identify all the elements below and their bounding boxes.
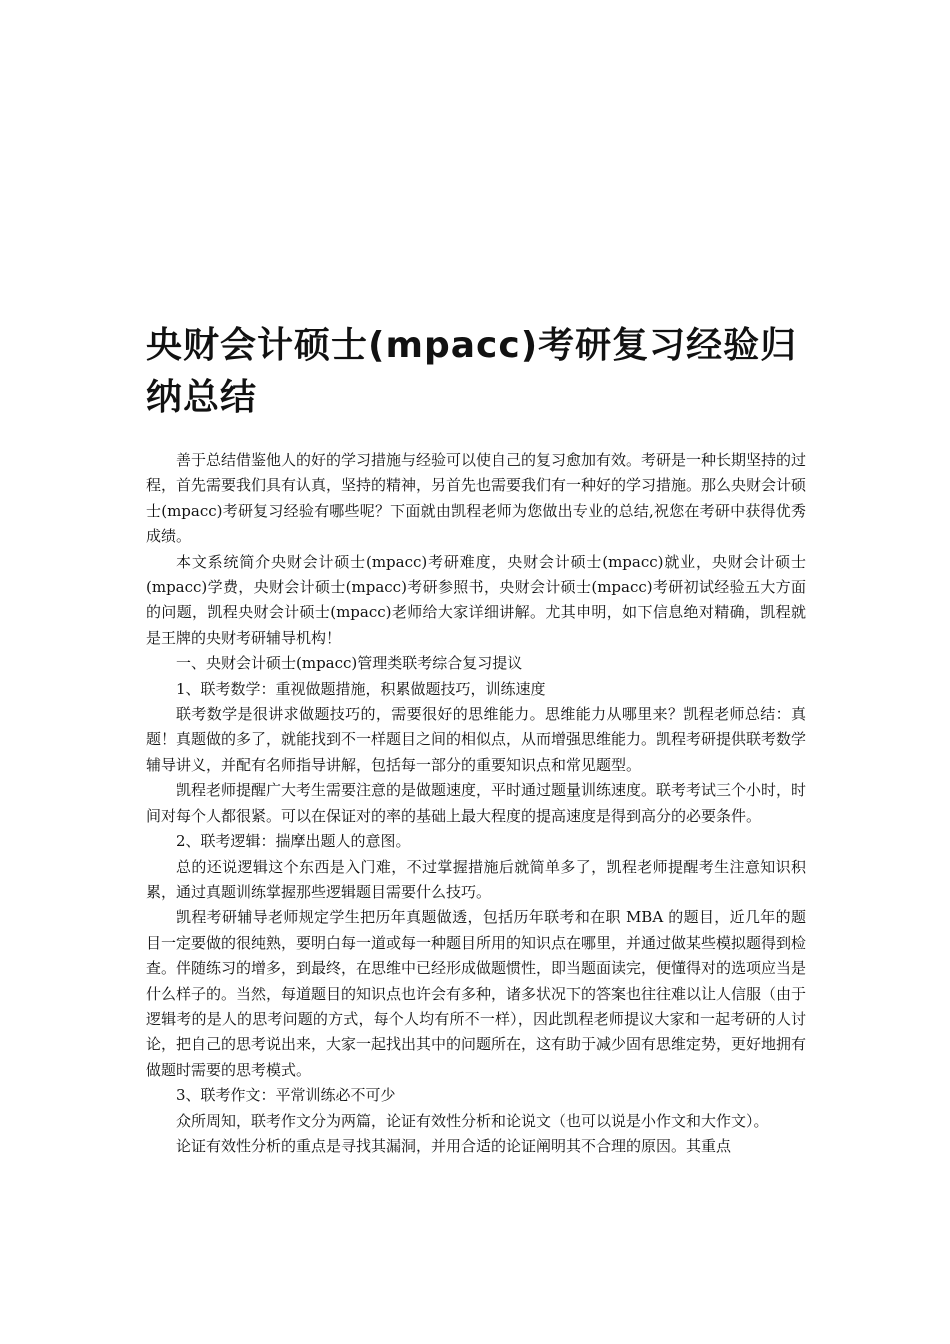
document-title: 央财会计硕士(mpacc)考研复习经验归纳总结 xyxy=(146,325,798,418)
document-body xyxy=(146,448,806,1159)
paragraph: 本文系统简介央财会计硕士(mpacc)考研难度，央财会计硕士(mpacc)就业，央财会计硕士(mpacc)学费，央财会计硕士(mpacc)考研参照书，央财会计硕士(mpacc)考研初试经验五大方面的问题，凯程央财会计硕士(mpacc)老师给大家详细讲解。尤其申明，如下信息绝对精确，凯程就是王牌的央财考研辅导机构！ xyxy=(146,552,806,647)
paragraph: 众所周知，联考作文分为两篇，论证有效性分析和论说文（也可以说是小作文和大作文）。 xyxy=(176,1111,769,1130)
section-heading: 一、央财会计硕士(mpacc)管理类联考综合复习提议 xyxy=(176,654,523,673)
paragraph: 凯程考研辅导老师规定学生把历年真题做透，包括历年联考和在职 MBA 的题目，近几年的题目一定要做的很纯熟，要明白每一道或每一种题目所用的知识点在哪里，并通过做某些模拟题得到检查。伴随练习的增多，到最终，在思维中已经形成做题惯性，即当题面读完，便懂得对的选项应当是什么样子的。当然，每道题目的知识点也许会有多种，诸多状况下的答案也往往难以让人信服（由于逻辑考的是人的思考问题的方式，每个人均有所不一样），因此凯程老师提议大家和一起考研的人讨论，把自己的思考说出来，大家一起找出其中的问题所在，这有助于减少固有思维定势，更好地拥有做题时需要的思考模式。 xyxy=(146,908,807,1079)
subsection-heading: 3、联考作文：平常训练必不可少 xyxy=(176,1086,396,1105)
subsection-heading: 1、联考数学：重视做题措施，积累做题技巧，训练速度 xyxy=(176,679,546,698)
paragraph: 善于总结借鉴他人的好的学习措施与经验可以使自己的复习愈加有效。考研是一种长期坚持的过程，首先需要我们具有认真，坚持的精神，另首先也需要我们有一种好的学习措施。那么央财会计硕士(mpacc)考研复习经验有哪些呢？下面就由凯程老师为您做出专业的总结,祝您在考研中获得优秀成绩。 xyxy=(146,451,807,546)
paragraph: 联考数学是很讲求做题技巧的，需要很好的思维能力。思维能力从哪里来？凯程老师总结：真题！真题做的多了，就能找到不一样题目之间的相似点，从而增强思维能力。凯程考研提供联考数学辅导讲义，并配有名师指导讲解，包括每一部分的重要知识点和常见题型。 xyxy=(146,705,807,774)
paragraph: 论证有效性分析的重点是寻找其漏洞，并用合适的论证阐明其不合理的原因。其重点 xyxy=(176,1136,732,1155)
subsection-heading: 2、联考逻辑：揣摩出题人的意图。 xyxy=(176,832,411,851)
paragraph: 凯程老师提醒广大考生需要注意的是做题速度，平时通过题量训练速度。联考考试三个小时，时间对每个人都很紧。可以在保证对的率的基础上最大程度的提高速度是得到高分的必要条件。 xyxy=(146,781,807,825)
paragraph: 总的还说逻辑这个东西是入门难，不过掌握措施后就简单多了，凯程老师提醒考生注意知识积累，通过真题训练掌握那些逻辑题目需要什么技巧。 xyxy=(146,857,806,901)
